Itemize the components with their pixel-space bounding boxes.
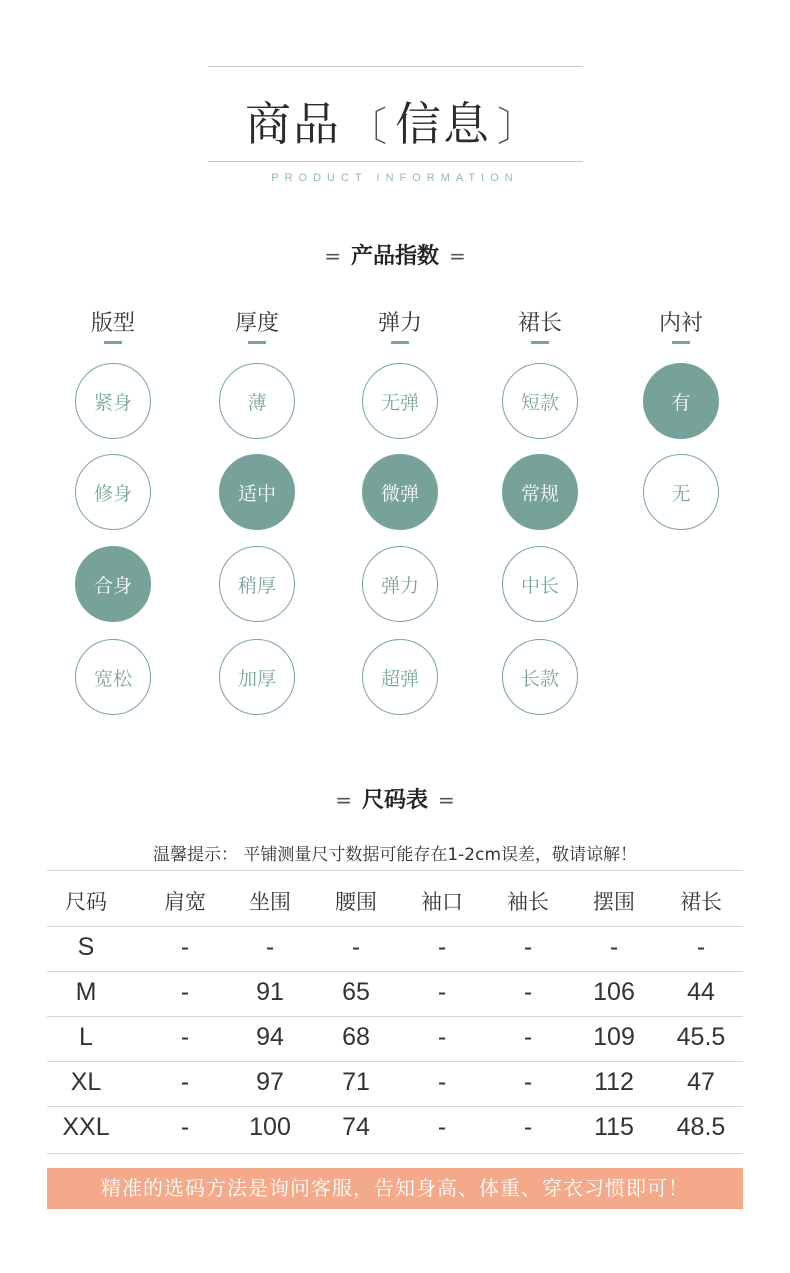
table-rule [47, 870, 743, 871]
size-advice-banner: 精准的选码方法是询问客服，告知身高、体重、穿衣习惯即可！ [47, 1168, 743, 1209]
table-rule [47, 1153, 743, 1154]
index-option-selected: 常规 [502, 454, 578, 530]
index-option: 加厚 [219, 639, 295, 715]
index-section-title [0, 239, 790, 270]
table-rule [47, 1061, 743, 1062]
table-cell: - [523, 1023, 533, 1051]
table-cell: - [265, 933, 275, 961]
table-header-cell: 摆围 [593, 890, 635, 914]
index-option: 稍厚 [219, 546, 295, 622]
eq-left: = [335, 788, 352, 812]
index-title-text: 产品指数 [350, 244, 439, 269]
index-option: 薄 [219, 363, 295, 439]
table-cell: 45.5 [676, 1023, 726, 1051]
index-option: 无 [643, 454, 719, 530]
category-underline [531, 341, 549, 344]
table-cell: - [437, 1023, 447, 1051]
category-underline [104, 341, 122, 344]
table-rule [47, 1106, 743, 1107]
table-header-cell: 肩宽 [164, 890, 206, 914]
table-cell: - [523, 1068, 533, 1096]
header-bottom-rule [208, 161, 583, 162]
table-cell: - [180, 933, 190, 961]
table-cell: - [437, 933, 447, 961]
table-cell: 44 [687, 978, 715, 1006]
size-label-cell: S [77, 933, 95, 961]
table-cell: - [437, 1068, 447, 1096]
table-cell: - [180, 1113, 190, 1141]
eq-left: = [324, 244, 341, 268]
index-option: 紧身 [75, 363, 151, 439]
size-label-cell: L [79, 1023, 93, 1051]
table-cell: 112 [594, 1068, 634, 1096]
index-category-label: 厚度 [234, 311, 279, 336]
table-cell: - [523, 978, 533, 1006]
page-title [0, 88, 790, 151]
eq-right: = [438, 788, 455, 812]
table-cell: - [180, 1068, 190, 1096]
index-option-selected: 适中 [219, 454, 295, 530]
index-option: 弹力 [362, 546, 438, 622]
table-cell: - [180, 978, 190, 1006]
bracket-close: 〕 [497, 104, 539, 150]
table-cell: 106 [593, 978, 635, 1006]
title-sub: 信息 [395, 97, 491, 151]
table-cell: 91 [256, 978, 284, 1006]
index-option: 长款 [502, 639, 578, 715]
size-section-title [0, 783, 790, 814]
table-cell: - [523, 933, 533, 961]
category-underline [248, 341, 266, 344]
table-header-cell: 袖长 [507, 890, 549, 914]
index-option-selected: 微弹 [362, 454, 438, 530]
index-option: 宽松 [75, 639, 151, 715]
table-cell: - [523, 1113, 533, 1141]
table-cell: 48.5 [676, 1113, 726, 1141]
header-top-rule [208, 66, 583, 67]
index-category-label: 内衬 [658, 311, 703, 336]
table-rule [47, 971, 743, 972]
index-option: 无弹 [362, 363, 438, 439]
size-label-cell: XXL [62, 1113, 110, 1141]
table-header-cell: 腰围 [335, 890, 377, 914]
table-cell: - [180, 1023, 190, 1051]
table-cell: - [696, 933, 706, 961]
index-option: 超弹 [362, 639, 438, 715]
table-cell: 71 [342, 1068, 370, 1096]
index-option: 修身 [75, 454, 151, 530]
table-cell: - [437, 1113, 447, 1141]
table-cell: 100 [249, 1113, 291, 1141]
table-cell: 97 [256, 1068, 284, 1096]
page-subtitle: PRODUCT INFORMATION [271, 172, 519, 184]
table-cell: - [351, 933, 361, 961]
table-cell: 74 [342, 1113, 370, 1141]
table-header-cell: 裙长 [680, 890, 722, 914]
measurement-notice: 温馨提示： 平铺测量尺寸数据可能存在1-2cm误差，敬请谅解！ [152, 845, 638, 865]
eq-right: = [449, 244, 466, 268]
table-header-cell: 袖口 [421, 890, 463, 914]
table-cell: 109 [593, 1023, 635, 1051]
index-option-selected: 有 [643, 363, 719, 439]
table-cell: 47 [687, 1068, 715, 1096]
table-cell: 65 [342, 978, 370, 1006]
table-cell: - [437, 978, 447, 1006]
size-title-text: 尺码表 [361, 788, 428, 813]
table-header-cell: 尺码 [65, 890, 107, 914]
table-rule [47, 1016, 743, 1017]
table-cell: 94 [256, 1023, 284, 1051]
category-underline [672, 341, 690, 344]
index-category-label: 版型 [90, 311, 135, 336]
category-underline [391, 341, 409, 344]
table-cell: 68 [342, 1023, 370, 1051]
index-option: 中长 [502, 546, 578, 622]
index-option: 短款 [502, 363, 578, 439]
table-rule [47, 926, 743, 927]
size-label-cell: XL [70, 1068, 102, 1096]
index-category-label: 弹力 [377, 311, 422, 336]
bracket-open: 〔 [347, 104, 389, 150]
title-main: 商品 [245, 97, 341, 151]
table-header-cell: 坐围 [249, 890, 291, 914]
table-cell: - [609, 933, 619, 961]
table-cell: 115 [594, 1113, 634, 1141]
size-label-cell: M [75, 978, 97, 1006]
index-category-label: 裙长 [517, 311, 562, 336]
index-option-selected: 合身 [75, 546, 151, 622]
